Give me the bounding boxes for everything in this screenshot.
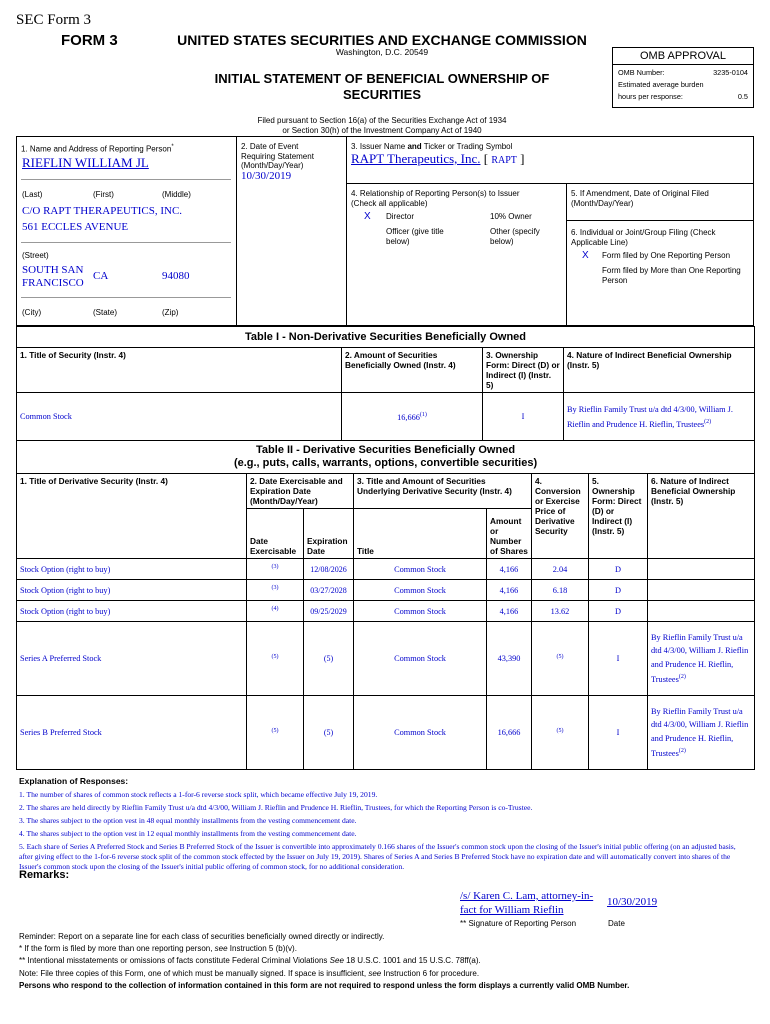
one-person-check[interactable]: X — [582, 250, 589, 261]
table2-header-price: 4. Conversion or Exercise Price of Derivative Security — [532, 474, 589, 559]
table1-header-form: 3. Ownership Form: Direct (D) or Indirect (I) (Instr. 5) — [483, 348, 564, 393]
event-date: 10/30/2019 — [241, 170, 292, 182]
table2-sub-expiration: Expiration Date — [304, 509, 354, 559]
ownership-nature: By Rieflin Family Trust u/a dtd 4/3/00, William J. Rieflin and Prudence H. Rieflin, Trustees$^{(2)}$ — [564, 393, 755, 441]
city-value: SOUTH SAN FRANCISCO — [22, 264, 84, 289]
ownership-form: D — [589, 559, 648, 580]
issuer-name-line: RAPT Therapeutics, Inc. [ RAPT ] — [351, 151, 525, 166]
ownership-form: D — [589, 601, 648, 622]
derivative-title: Stock Option (right to buy) — [17, 601, 247, 622]
ownership-nature — [648, 601, 755, 622]
footer-note-2: ** Intentional misstatements or omissions of facts constitute Federal Criminal Violations See 18 U.S.C. 1001 and 15 U.S.C. 78ff(a). — [19, 956, 481, 966]
footer-note-1: * If the form is filed by more than one reporting person, see Instruction 5 (b)(v). — [19, 944, 297, 954]
derivative-title: Stock Option (right to buy) — [17, 559, 247, 580]
table2-header-nature: 6. Nature of Indirect Beneficial Ownership (Instr. 5) — [648, 474, 755, 559]
underlying-amount: 4,166 — [487, 601, 532, 622]
derivative-title: Stock Option (right to buy) — [17, 580, 247, 601]
event-date-label: 2. Date of Event Requiring Statement (Month/Day/Year) — [241, 142, 314, 170]
amendment-label: 5. If Amendment, Date of Original Filed (Month/Day/Year) — [571, 189, 709, 208]
underlying-title: Common Stock — [354, 580, 487, 601]
table-row — [17, 559, 755, 580]
ownership-nature — [648, 559, 755, 580]
table2-header-title: 1. Title of Derivative Security (Instr. 4) — [17, 474, 247, 559]
security-amount: 16,666$^{(1)}$ — [342, 393, 483, 441]
issuer-label: 3. Issuer Name and Ticker or Trading Symbol — [351, 142, 513, 151]
expiration-date: 09/25/2029 — [304, 601, 354, 622]
expiration-date: (5) — [304, 696, 354, 770]
omb-hours: 0.5 — [737, 92, 748, 101]
owner-label: 10% Owner — [490, 212, 532, 221]
table2-header-dates: 2. Date Exercisable and Expiration Date (Month/Day/Year) — [247, 474, 354, 509]
table1-header-title: 1. Title of Security (Instr. 4) — [17, 348, 342, 393]
address-line-1: C/O RAPT THERAPEUTICS, INC. — [22, 205, 183, 217]
underlying-amount: 4,166 — [487, 580, 532, 601]
relationship-label: 4. Relationship of Reporting Person(s) to Issuer (Check all applicable) — [351, 189, 520, 208]
footnote-4: 4. The shares subject to the option vest in 12 equal monthly installments from the vesting commencement date. — [19, 829, 357, 838]
ownership-form: I — [589, 696, 648, 770]
director-check[interactable]: X — [364, 211, 371, 222]
more-person-label: Form filed by More than One Reporting Person — [602, 266, 741, 285]
derivative-title: Series A Preferred Stock — [17, 622, 247, 696]
one-person-label: Form filed by One Reporting Person — [602, 251, 731, 260]
table1-title: Table I - Non-Derivative Securities Beneficially Owned — [17, 327, 755, 348]
state-value: CA — [93, 270, 109, 282]
last-label: (Last) — [22, 190, 43, 199]
omb-number: 3235-0104 — [713, 68, 748, 77]
explanation-list — [19, 790, 749, 872]
underlying-amount: 43,390 — [487, 622, 532, 696]
date-exercisable: (3) — [247, 580, 304, 601]
agency-city: Washington, D.C. 20549 — [335, 47, 429, 57]
table-row — [17, 393, 755, 441]
form-title: INITIAL STATEMENT OF BENEFICIAL OWNERSHIP OF SECURITIES — [214, 71, 550, 102]
underlying-amount: 16,666 — [487, 696, 532, 770]
underlying-amount: 4,166 — [487, 559, 532, 580]
table1-header-nature: 4. Nature of Indirect Beneficial Ownership (Instr. 5) — [564, 348, 755, 393]
conversion-price: 2.04 — [532, 559, 589, 580]
filing-label: 6. Individual or Joint/Group Filing (Check Applicable Line) — [571, 228, 716, 247]
omb-burden-label: Estimated average burden — [618, 80, 704, 89]
ownership-nature: By Rieflin Family Trust u/a dtd 4/3/00, William J. Rieflin and Prudence H. Rieflin, Trustees$^{(2)}$ — [648, 622, 755, 696]
first-label: (First) — [93, 190, 114, 199]
conversion-price: 13.62 — [532, 601, 589, 622]
table1-header-amount: 2. Amount of Securities Beneficially Owned (Instr. 4) — [342, 348, 483, 393]
explanation-title: Explanation of Responses: — [19, 776, 129, 786]
underlying-title: Common Stock — [354, 696, 487, 770]
ownership-nature: By Rieflin Family Trust u/a dtd 4/3/00, William J. Rieflin and Prudence H. Rieflin, Trustees$^{(2)}$ — [648, 696, 755, 770]
table-row — [17, 580, 755, 601]
table-row — [17, 622, 755, 696]
table-row — [17, 696, 755, 770]
street-label: (Street) — [22, 251, 49, 260]
issuer-ticker: RAPT — [491, 155, 517, 166]
expiration-date: 03/27/2028 — [304, 580, 354, 601]
date-label: Date — [608, 919, 625, 928]
table2-sub-amount: Amount or Number of Shares — [487, 509, 532, 559]
city-label: (City) — [22, 308, 42, 317]
security-title: Common Stock — [17, 393, 342, 441]
signature: /s/ Karen C. Lam, attorney-in-fact for William Rieflin — [460, 890, 594, 916]
zip-value: 94080 — [162, 270, 190, 282]
underlying-title: Common Stock — [354, 622, 487, 696]
footnote-1: 1. The number of shares of common stock reflects a 1-for-6 reverse stock split, which became effective July 19, 2019. — [19, 790, 378, 799]
zip-label: (Zip) — [162, 308, 179, 317]
omb-number-label: OMB Number: — [618, 68, 665, 77]
footer-note-3: Note: File three copies of this Form, one of which must be manually signed. If space is insufficient, see Instruction 6 for procedure. — [19, 968, 480, 978]
date-exercisable: (4) — [247, 601, 304, 622]
footer-note-4: Persons who respond to the collection of information contained in this form are not required to respond unless the form displays a currently valid OMB Number. — [19, 980, 630, 990]
officer-label: Officer (give title below) — [386, 227, 444, 246]
other-label: Other (specify below) — [490, 227, 540, 246]
footer-notes — [19, 931, 754, 992]
director-label: Director — [386, 212, 415, 221]
date-exercisable: (3) — [247, 559, 304, 580]
date-exercisable: (5) — [247, 622, 304, 696]
issuer-name[interactable]: RAPT Therapeutics, Inc. — [351, 151, 481, 166]
expiration-date: 12/08/2026 — [304, 559, 354, 580]
omb-approval-box — [612, 47, 754, 108]
reporter-label: 1. Name and Address of Reporting Person* — [21, 144, 174, 154]
omb-title: OMB APPROVAL — [613, 48, 753, 65]
omb-hours-label: hours per response: — [618, 92, 683, 101]
date-exercisable: (5) — [247, 696, 304, 770]
ownership-form: D — [589, 580, 648, 601]
reminder: Reminder: Report on a separate line for each class of securities beneficially owned directly or indirectly. — [19, 932, 385, 941]
table-row — [17, 601, 755, 622]
middle-label: (Middle) — [162, 190, 191, 199]
conversion-price: 6.18 — [532, 580, 589, 601]
conversion-price: (5) — [532, 622, 589, 696]
table2-title: Table II - Derivative Securities Beneficially Owned (e.g., puts, calls, warrants, options, convertible securities) — [17, 441, 755, 474]
reporter-name[interactable]: RIEFLIN WILLIAM JL — [22, 155, 149, 170]
conversion-price: (5) — [532, 696, 589, 770]
table2-sub-title: Title — [354, 509, 487, 559]
state-label: (State) — [93, 308, 118, 317]
footnote-5: 5. Each share of Series A Preferred Stock and Series B Preferred Stock of the Issuer is convertible into approximately 0.166 shares of the Issuer's common stock upon the closing of the Issuer's initial public offering (on an adjusted basis, after giving effect to the 1-for-6 reverse stock split of the common stock effected by the Issuer on July 19, 2019). Shares of Series A and Series B Preferred Stock have no expiration date and will automatically convert into shares of the Issuer's common stock upon the closing of the Issuer's initial public offering of common stock, for no additional consideration. — [19, 842, 736, 871]
underlying-title: Common Stock — [354, 601, 487, 622]
address-line-2: 561 ECCLES AVENUE — [22, 221, 129, 233]
footnote-3: 3. The shares subject to the option vest in 48 equal monthly installments from the vesting commencement date. — [19, 816, 357, 825]
agency-name: UNITED STATES SECURITIES AND EXCHANGE COMMISSION — [177, 32, 587, 48]
table2-header-underlying: 3. Title and Amount of Securities Underlying Derivative Security (Instr. 4) — [354, 474, 532, 509]
table-non-derivative — [16, 326, 755, 441]
sec-form-label: SEC Form 3 — [16, 12, 92, 28]
derivative-title: Series B Preferred Stock — [17, 696, 247, 770]
ownership-nature — [648, 580, 755, 601]
expiration-date: (5) — [304, 622, 354, 696]
filed-pursuant: Filed pursuant to Section 16(a) of the Securities Exchange Act of 1934 or Section 30(h) of the Investment Company Act of 1940 — [257, 116, 507, 135]
ownership-form: I — [483, 393, 564, 441]
remarks-title: Remarks: — [19, 869, 70, 881]
table2-sub-exercisable: Date Exercisable — [247, 509, 304, 559]
form-number: FORM 3 — [61, 32, 118, 49]
table2-header-form: 5. Ownership Form: Direct (D) or Indirect (I) (Instr. 5) — [589, 474, 648, 559]
signature-label: ** Signature of Reporting Person — [460, 919, 577, 928]
signature-date: 10/30/2019 — [607, 896, 658, 908]
ownership-form: I — [589, 622, 648, 696]
footnote-2: 2. The shares are held directly by Rieflin Family Trust u/a dtd 4/3/00, William J. Rieflin and Prudence H. Rieflin, Trustees, for which the Reporting Person is co-Trustee. — [19, 803, 533, 812]
underlying-title: Common Stock — [354, 559, 487, 580]
table-derivative — [16, 440, 755, 770]
